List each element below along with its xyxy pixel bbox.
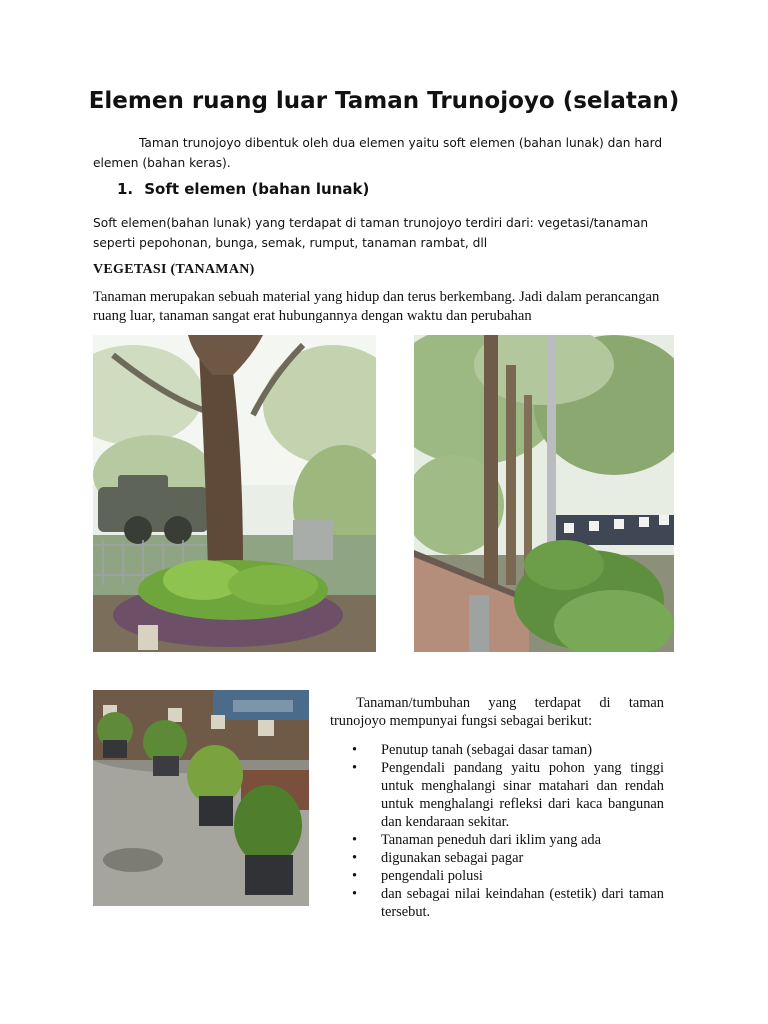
fungsi-intro-paragraph: Tanaman/tumbuhan yang terdapat di taman trunojoyo mempunyai fungsi sebagai berikut:	[330, 695, 664, 729]
list-item	[350, 867, 664, 885]
list-item-text: digunakan sebagai pagar	[381, 850, 524, 866]
list-item	[350, 759, 664, 831]
bullet: •	[352, 850, 358, 866]
bullet: •	[352, 832, 358, 848]
bullet: •	[352, 742, 358, 758]
soft-elemen-paragraph: Soft elemen(bahan lunak) yang terdapat di taman trunojoyo terdiri dari: vegetasi/tanaman seperti pepohonan, bunga, semak, rumput, tanaman rambat, dll	[93, 216, 649, 250]
photo-park-walkway	[414, 335, 674, 652]
bullet: •	[352, 868, 358, 884]
list-item	[350, 849, 664, 867]
section-number: 1.	[117, 180, 134, 198]
vegetasi-heading: VEGETASI (TANAMAN)	[93, 262, 255, 277]
list-item-text: dan sebagai nilai keindahan (estetik) dari taman tersebut.	[381, 886, 664, 920]
list-item-text: pengendali polusi	[381, 868, 483, 884]
photo-potted-plants	[93, 690, 309, 906]
section-heading-soft-elemen	[117, 180, 369, 198]
list-item-text: Pengendali pandang yaitu pohon yang tinggi untuk menghalangi sinar matahari dan rendah untuk menghalangi refleksi dari kaca bangunan dan kendaraan sekitar.	[381, 760, 664, 830]
section-heading-text: Soft elemen (bahan lunak)	[144, 180, 370, 198]
bullet: •	[352, 886, 358, 902]
list-item-text: Penutup tanah (sebagai dasar taman)	[381, 742, 592, 758]
intro-paragraph: Taman trunojoyo dibentuk oleh dua elemen yaitu soft elemen (bahan lunak) dan hard elemen (bahan keras).	[93, 136, 663, 170]
fungsi-list	[350, 741, 664, 921]
vegetasi-paragraph: Tanaman merupakan sebuah material yang hidup dan terus berkembang. Jadi dalam perancangan ruang luar, tanaman sangat erat hubungannya dengan waktu dan perubahan	[93, 289, 660, 324]
list-item	[350, 741, 664, 759]
page-title: Elemen ruang luar Taman Trunojoyo (selatan)	[88, 88, 680, 114]
list-item-text: Tanaman peneduh dari iklim yang ada	[381, 832, 601, 848]
list-item	[350, 831, 664, 849]
bullet: •	[352, 760, 358, 776]
list-item	[350, 885, 664, 921]
photo-big-tree	[93, 335, 376, 652]
